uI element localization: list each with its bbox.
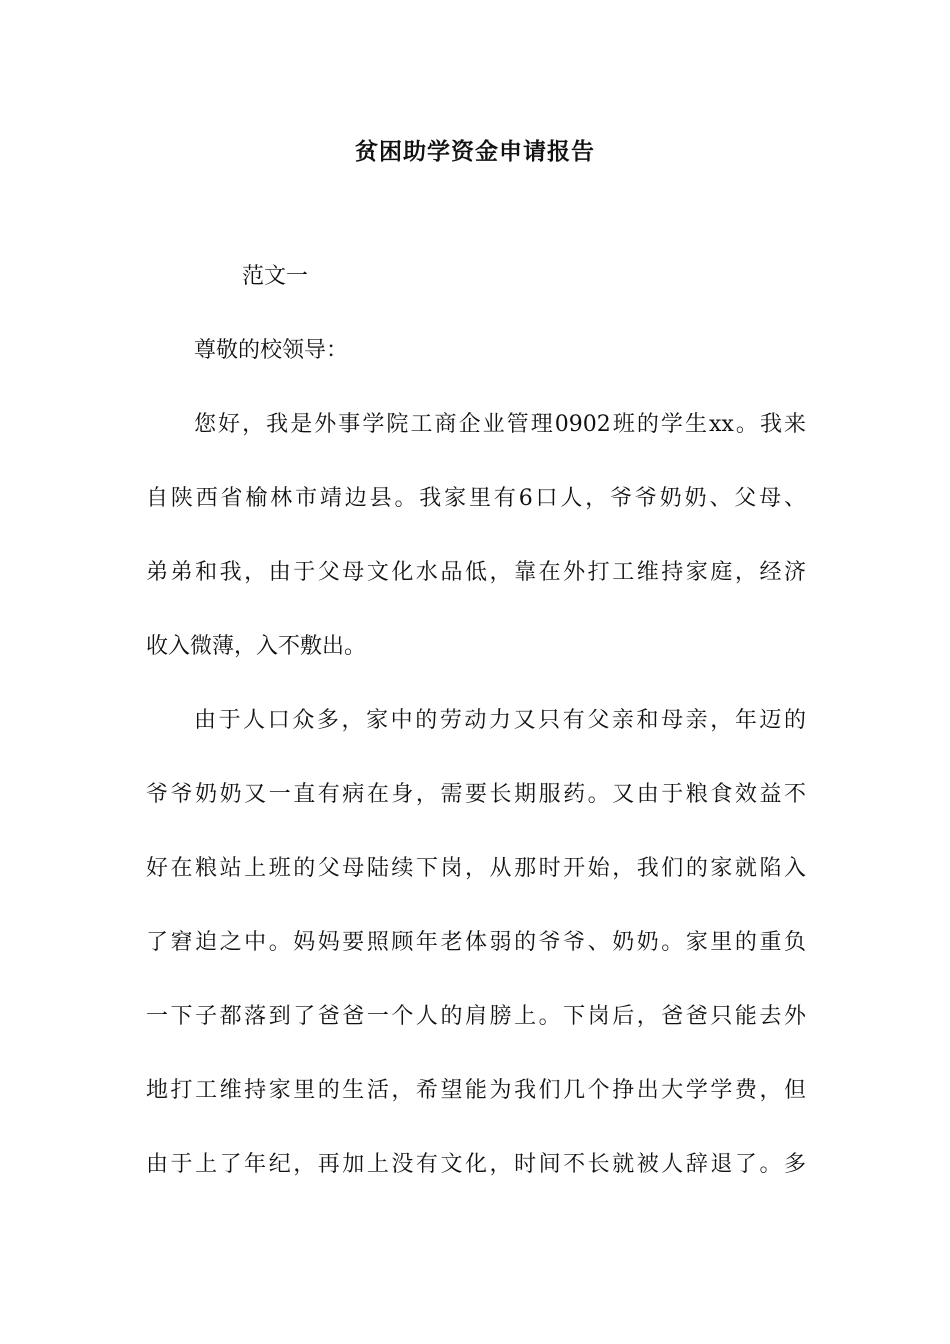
paragraph-line: 由于上了年纪，再加上没有文化，时间不长就被人辞退了。多 — [146, 1152, 806, 1177]
paragraph-line: 自陕西省榆林市靖边县。我家里有6口人，爷爷奶奶、父母、 — [146, 486, 806, 511]
section-heading: 范文一 — [242, 264, 309, 289]
paragraph-line: 了窘迫之中。妈妈要照顾年老体弱的爷爷、奶奶。家里的重负 — [146, 930, 806, 955]
paragraph-line: 收入微薄，入不敷出。 — [146, 634, 367, 659]
paragraph-line: 地打工维持家里的生活，希望能为我们几个挣出大学学费，但 — [146, 1078, 806, 1103]
paragraph-line: 弟弟和我，由于父母文化水品低，靠在外打工维持家庭，经济 — [146, 560, 806, 585]
salutation: 尊敬的校领导： — [194, 338, 349, 363]
paragraph-line: 爷爷奶奶又一直有病在身，需要长期服药。又由于粮食效益不 — [146, 782, 806, 807]
paragraph-line: 一下子都落到了爸爸一个人的肩膀上。下岗后，爸爸只能去外 — [146, 1004, 806, 1029]
document-body — [146, 258, 806, 1220]
paragraph-line: 您好，我是外事学院工商企业管理0902班的学生xx。我来 — [194, 412, 806, 437]
document-title: 贫困助学资金申请报告 — [355, 138, 595, 165]
paragraph-line: 好在粮站上班的父母陆续下岗，从那时开始，我们的家就陷入 — [146, 856, 806, 881]
paragraph-line: 由于人口众多，家中的劳动力又只有父亲和母亲，年迈的 — [194, 708, 806, 733]
